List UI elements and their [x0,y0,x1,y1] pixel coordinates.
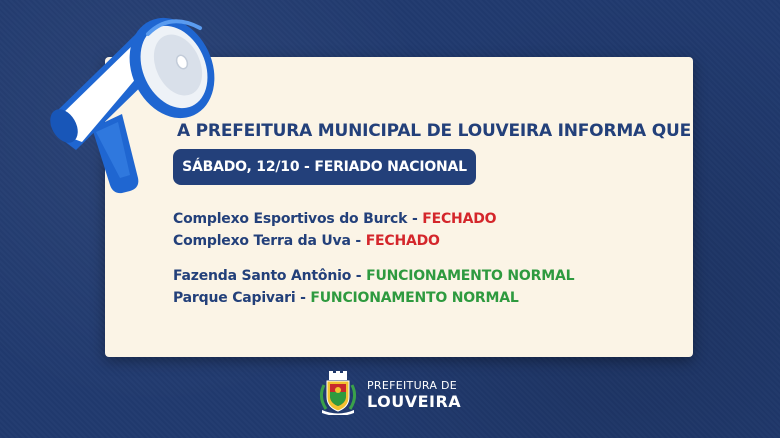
venue-status-open: FUNCIONAMENTO NORMAL [366,268,575,284]
footer-line2: LOUVEIRA [367,392,462,411]
date-banner-text: SÁBADO, 12/10 - FERIADO NACIONAL [182,159,467,175]
date-banner [173,149,476,185]
venue-name: Parque Capivari [173,290,296,306]
footer-brand [367,379,461,411]
coat-of-arms-icon [318,371,358,415]
venue-separator: - [351,268,367,284]
venue-item [173,265,673,287]
venue-item [173,287,673,309]
headline: A PREFEITURA MUNICIPAL DE LOUVEIRA INFORMA QUE [177,121,691,141]
venue-status-open: FUNCIONAMENTO NORMAL [310,290,519,306]
venue-name: Complexo Terra da Uva [173,233,351,249]
venue-item [173,230,673,252]
venue-separator: - [295,290,311,306]
venue-item [173,208,673,230]
footer-line1: PREFEITURA DE [367,379,458,392]
venue-name: Complexo Esportivos do Burck [173,211,408,227]
venue-name: Fazenda Santo Antônio [173,268,352,284]
venue-status-closed: FECHADO [422,211,497,227]
venue-status-closed: FECHADO [365,233,440,249]
venue-separator: - [350,233,366,249]
venue-separator: - [407,211,423,227]
venue-list [173,208,673,309]
